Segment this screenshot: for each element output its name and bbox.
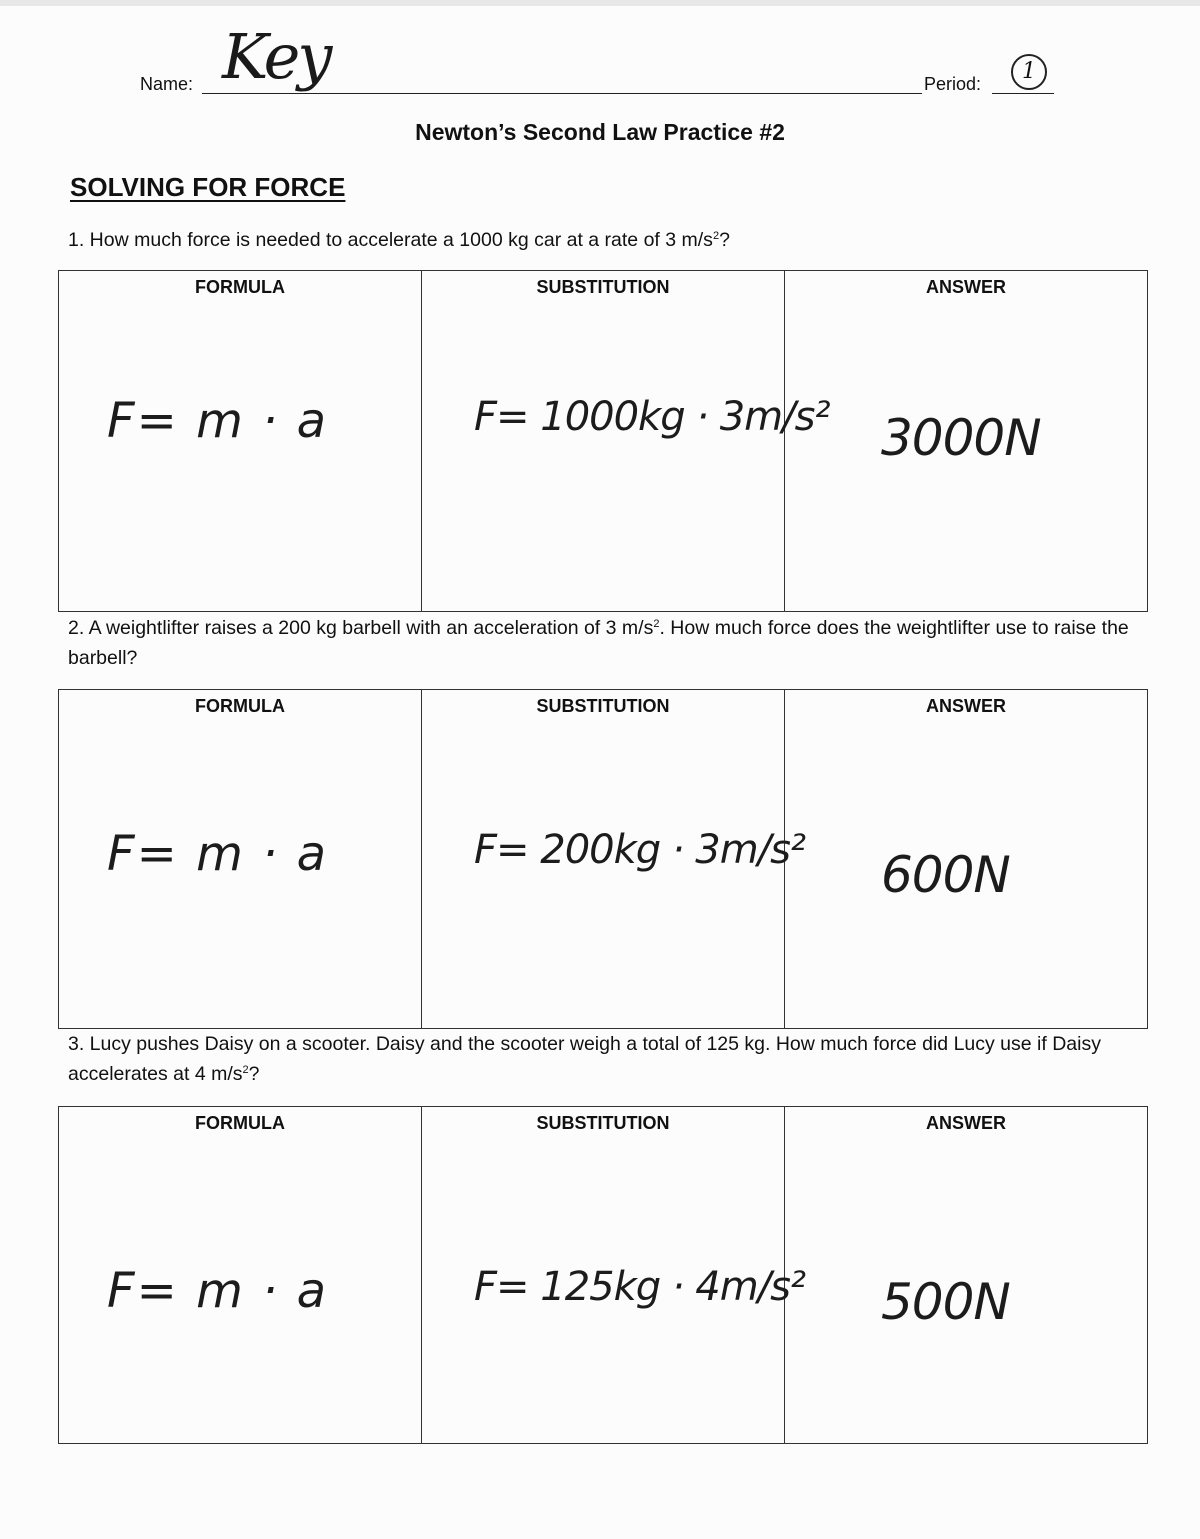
answer-handwritten: 500N xyxy=(881,1273,1010,1331)
formula-handwritten: F= m · a xyxy=(107,826,329,882)
formula-cell xyxy=(59,1107,422,1443)
question-2-answer-grid xyxy=(58,689,1148,1029)
section-heading: SOLVING FOR FORCE xyxy=(70,172,346,202)
answer-header: ANSWER xyxy=(926,1113,1006,1133)
answer-cell xyxy=(785,690,1147,1028)
formula-cell xyxy=(59,271,422,611)
formula-header: FORMULA xyxy=(195,696,285,716)
name-line xyxy=(202,93,922,94)
answer-cell xyxy=(785,1107,1147,1443)
scan-edge xyxy=(0,0,1200,6)
answer-handwritten: 3000N xyxy=(881,409,1041,467)
worksheet-title: Newton’s Second Law Practice #2 xyxy=(415,119,785,145)
substitution-handwritten: F= 1000kg · 3m/s² xyxy=(474,394,830,440)
name-label: Name: xyxy=(140,74,194,94)
substitution-header: SUBSTITUTION xyxy=(536,277,670,297)
formula-header: FORMULA xyxy=(195,277,285,297)
formula-handwritten: F= m · a xyxy=(107,393,329,449)
substitution-handwritten: F= 125kg · 4m/s² xyxy=(474,1264,806,1310)
question-3-answer-grid xyxy=(58,1106,1148,1444)
question-3-text: 3. Lucy pushes Daisy on a scooter. Daisy and the scooter weigh a total of 125 kg. How much force did Lucy use if Daisy accelerates at 4 $m/s^2$? xyxy=(68,1033,1101,1085)
answer-header: ANSWER xyxy=(926,277,1006,297)
substitution-cell xyxy=(422,1107,806,1443)
substitution-header: SUBSTITUTION xyxy=(536,1113,670,1133)
formula-header: FORMULA xyxy=(195,1113,285,1133)
substitution-header: SUBSTITUTION xyxy=(536,696,670,716)
answer-cell xyxy=(785,271,1147,611)
answer-header: ANSWER xyxy=(926,696,1006,716)
period-handwritten-value: 1 xyxy=(1011,54,1047,90)
name-handwritten-value: Key xyxy=(222,20,330,93)
answer-handwritten: 600N xyxy=(881,846,1010,904)
formula-handwritten: F= m · a xyxy=(107,1263,329,1319)
formula-cell xyxy=(59,690,422,1028)
question-1-text: 1. How much force is needed to accelerate a 1000 kg car at a rate of 3 $m/s^2$? xyxy=(68,229,730,251)
period-label: Period: xyxy=(924,74,982,94)
substitution-handwritten: F= 200kg · 3m/s² xyxy=(474,827,806,873)
period-line xyxy=(992,93,1054,94)
question-1-answer-grid xyxy=(58,270,1148,612)
substitution-cell xyxy=(422,690,806,1028)
question-2-text: 2. A weightlifter raises a 200 kg barbell with an acceleration of 3 $m/s^2$. How much force does the weightlifter use to raise the barbell? xyxy=(68,617,1129,669)
substitution-cell xyxy=(422,271,830,611)
